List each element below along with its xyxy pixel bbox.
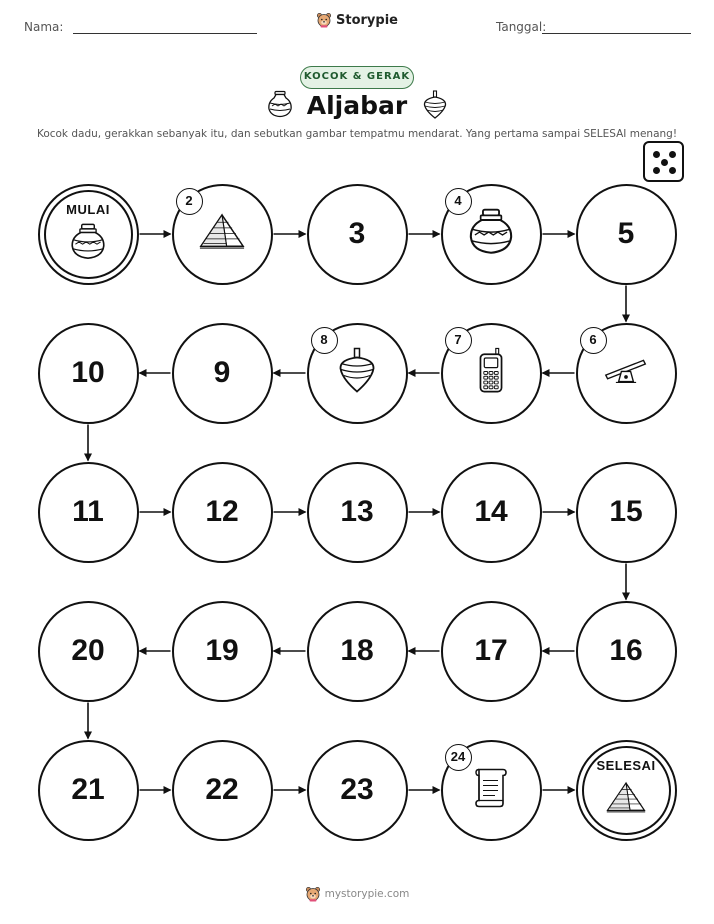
space-number-badge: 24 [445,744,472,771]
space-number-badge: 4 [445,188,472,215]
board-space [441,740,542,841]
space-number: 13 [340,495,374,528]
space-number: 14 [474,495,508,528]
space-number: 9 [213,356,231,389]
jar-icon [70,222,106,265]
board-space [307,184,408,285]
start-space [38,184,139,285]
space-number: 5 [617,217,635,250]
board-space [172,462,273,563]
space-number-badge: 7 [445,327,472,354]
finish-label: SELESAI [596,757,656,773]
board-space [441,323,542,424]
board-space [576,323,677,424]
space-number: 23 [340,773,374,806]
finish-space [576,740,677,841]
space-number: 21 [71,773,105,806]
space-number-badge: 6 [580,327,607,354]
jar-icon [468,207,514,260]
activity-badge: KOCOK & GERAK [300,66,414,89]
space-number: 11 [72,495,104,528]
pyramid-icon [199,213,245,255]
name-label: Nama: [24,20,64,34]
space-number: 3 [348,217,366,250]
board-space [441,462,542,563]
board-space [172,323,273,424]
start-label: MULAI [66,201,110,217]
space-number: 18 [340,634,374,667]
footer [0,886,714,907]
board-space [307,462,408,563]
board-space [441,184,542,285]
spinning-top-icon [339,348,376,399]
space-number: 20 [71,634,105,667]
board-space [576,462,677,563]
board-space [172,740,273,841]
instructions: Kocok dadu, gerakkan sebanyak itu, dan sebutkan gambar tempatmu mendarat. Yang pertama sampai SELESAI menang! [36,128,678,140]
board-space [38,601,139,702]
board-space [38,462,139,563]
board-space [576,601,677,702]
board-space [307,740,408,841]
board-space [576,184,677,285]
board-space [38,740,139,841]
seesaw-icon [603,357,649,390]
bear-mascot-icon [305,886,321,902]
board-space [441,601,542,702]
date-label: Tanggal: [496,20,547,34]
space-number: 12 [205,495,239,528]
title-text: Aljabar [306,91,408,120]
board-space [307,601,408,702]
board-space [172,184,273,285]
space-number: 22 [205,773,239,806]
space-number: 15 [609,495,643,528]
space-number-badge: 8 [311,327,338,354]
cellphone-icon [477,348,505,399]
space-number: 19 [205,634,239,667]
scroll-icon [473,765,510,816]
space-number: 17 [474,634,508,667]
board-space [307,323,408,424]
space-number: 16 [609,634,643,667]
space-number-badge: 2 [176,188,203,215]
footer-url: mystorypie.com [324,888,410,900]
pyramid-icon [606,781,646,818]
board-space [38,323,139,424]
space-number: 10 [71,356,105,389]
brand-name: Storypie [336,12,398,28]
board-space [172,601,273,702]
